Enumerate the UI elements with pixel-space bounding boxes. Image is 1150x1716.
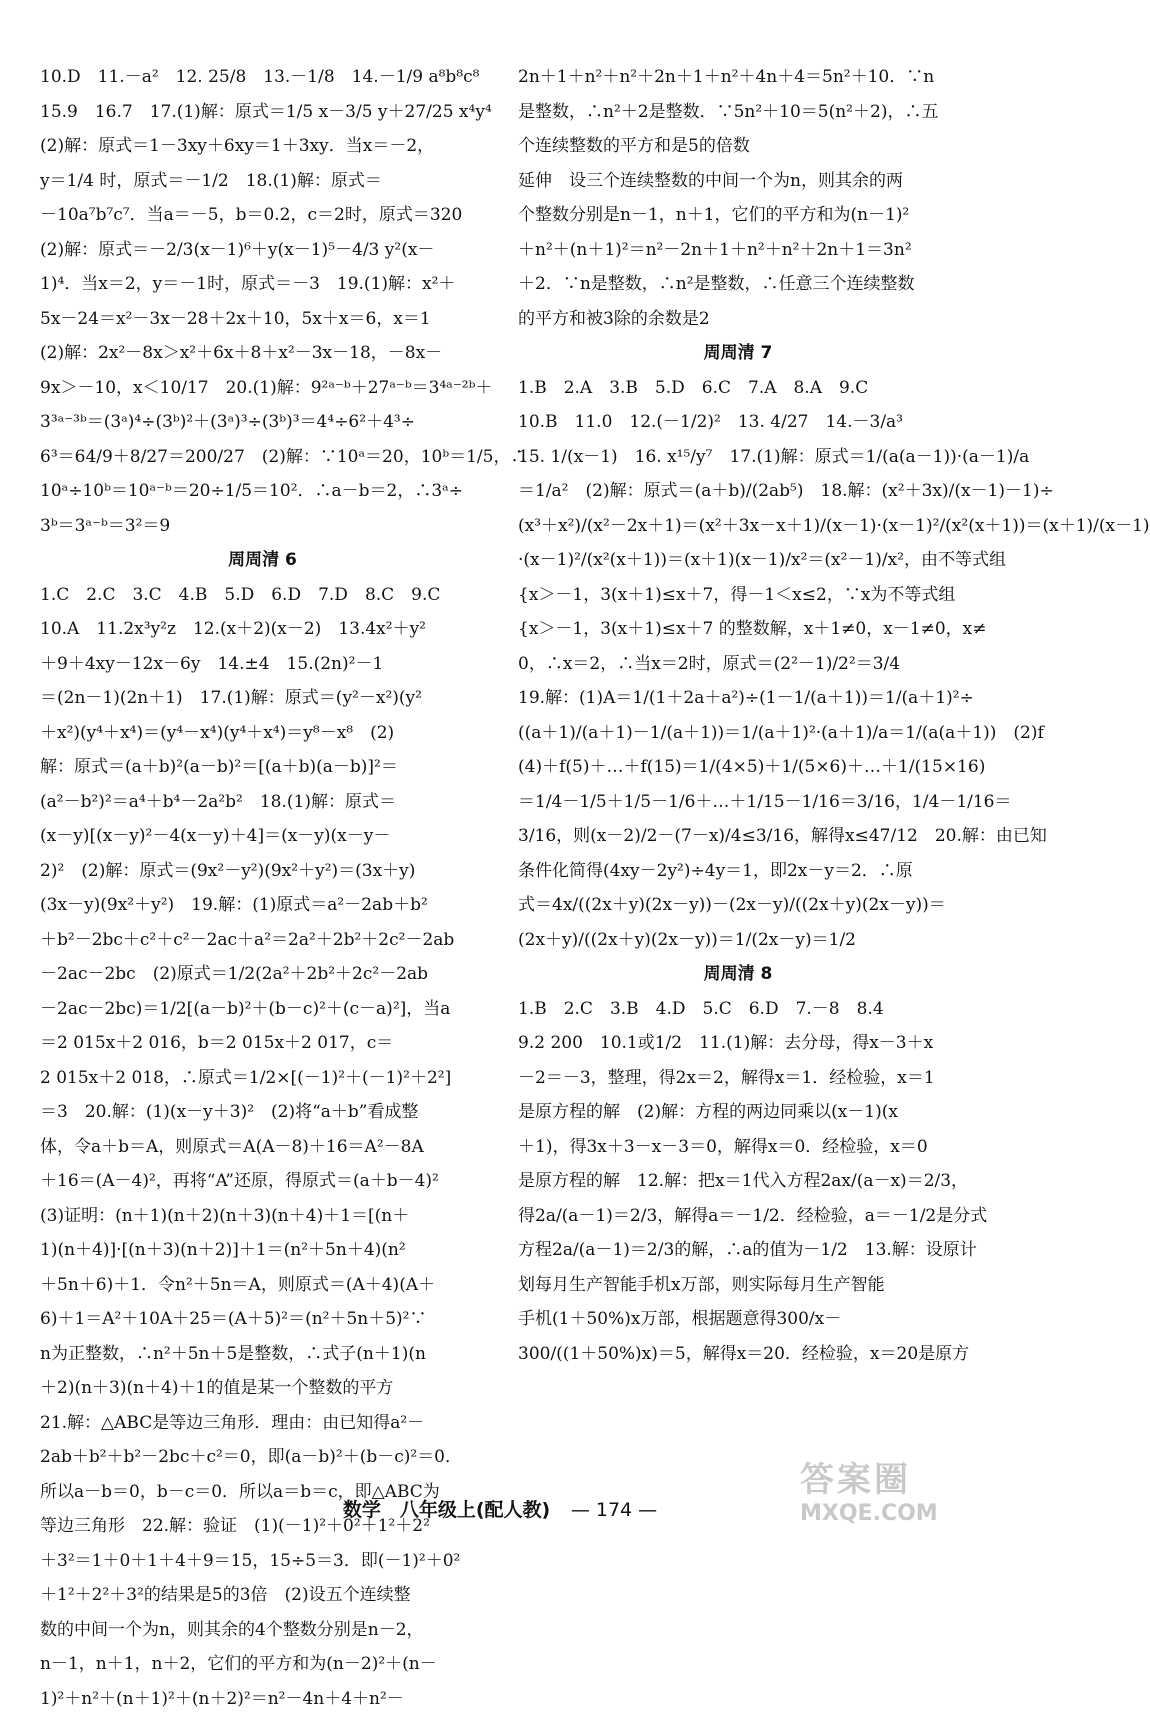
- text-line: 个整数分别是n－1，n＋1，它们的平方和为(n－1)²: [518, 198, 958, 233]
- text-line: 体，令a＋b＝A，则原式＝A(A－8)＋16＝A²－8A: [40, 1130, 485, 1165]
- text-line: y＝1/4 时，原式＝－1/2 18.(1)解：原式＝: [40, 164, 485, 199]
- text-line: 的平方和被3除的余数是2: [518, 302, 958, 337]
- text-line: 9.2 200 10.1或1/2 11.(1)解：去分母，得x－3＋x: [518, 1026, 958, 1061]
- text-line: (x³＋x²)/(x²－2x＋1)＝(x²＋3x－x＋1)/(x－1)·(x－1)²/(x²(x＋1))＝(x＋1)/(x－1): [518, 509, 958, 544]
- text-line: 6)＋1＝A²＋10A＋25＝(A＋5)²＝(n²＋5n＋5)²∵: [40, 1302, 485, 1337]
- text-line: ＋2)(n＋3)(n＋4)＋1的值是某一个整数的平方: [40, 1371, 485, 1406]
- text-line: 9x＞－10，x＜10/17 20.(1)解：9²ᵃ⁻ᵇ＋27ᵃ⁻ᵇ＝3⁴ᵃ⁻²ᵇ＋: [40, 371, 485, 406]
- text-line: 是整数，∴n²＋2是整数．∵5n²＋10＝5(n²＋2)，∴五: [518, 95, 958, 130]
- text-line: (2x＋y)/((2x＋y)(2x－y))＝1/(2x－y)＝1/2: [518, 923, 958, 958]
- text-line: 式＝4x/((2x＋y)(2x－y))－(2x－y)/((2x＋y)(2x－y))＝: [518, 888, 958, 923]
- section-heading: 周周清 6: [40, 543, 485, 578]
- text-line: 3ᵇ＝3ᵃ⁻ᵇ＝3²＝9: [40, 509, 485, 544]
- text-line: 1)(n＋4)]·[(n＋3)(n＋2)]＋1＝(n²＋5n＋4)(n²: [40, 1233, 485, 1268]
- text-line: ＋16＝(A－4)²，再将“A”还原，得原式＝(a＋b－4)²: [40, 1164, 485, 1199]
- text-line: ＝1/4－1/5＋1/5－1/6＋…＋1/15－1/16＝3/16，1/4－1/16＝: [518, 785, 958, 820]
- text-line: 所以a－b＝0，b－c＝0．所以a＝b＝c，即△ABC为: [40, 1475, 485, 1510]
- text-line: 10.A 11.2x³y²z 12.(x＋2)(x－2) 13.4x²＋y²: [40, 612, 485, 647]
- text-line: 2 015x＋2 018，∴原式＝1/2×[(－1)²＋(－1)²＋2²]: [40, 1061, 485, 1096]
- watermark-bottom-text: MXQE.COM: [800, 1501, 990, 1526]
- text-line: ＋1)，得3x＋3－x－3＝0，解得x＝0．经检验，x＝0: [518, 1130, 958, 1165]
- text-line: 划每月生产智能手机x万部，则实际每月生产智能: [518, 1268, 958, 1303]
- text-line: 5x－24＝x²－3x－28＋2x＋10，5x＋x＝6，x＝1: [40, 302, 485, 337]
- text-line: ＋3²＝1＋0＋1＋4＋9＝15，15÷5＝3．即(－1)²＋0²: [40, 1544, 485, 1579]
- text-line: 1.B 2.A 3.B 5.D 6.C 7.A 8.A 9.C: [518, 371, 958, 406]
- text-line: 300/((1＋50%)x)＝5，解得x＝20．经检验，x＝20是原方: [518, 1337, 958, 1372]
- text-line: 等边三角形 22.解：验证 (1)(－1)²＋0²＋1²＋2²: [40, 1509, 485, 1544]
- text-line: n－1，n＋1，n＋2，它们的平方和为(n－2)²＋(n－: [40, 1647, 485, 1682]
- watermark-top-text: 答案圈: [800, 1452, 990, 1501]
- text-line: 10ᵃ÷10ᵇ＝10ᵃ⁻ᵇ＝20÷1/5＝10²．∴a－b＝2，∴3ᵃ÷: [40, 474, 485, 509]
- text-line: ＋n²＋(n＋1)²＝n²－2n＋1＋n²＋n²＋2n＋1＝3n²: [518, 233, 958, 268]
- text-line: ＝1/a² (2)解：原式＝(a＋b)/(2ab⁵) 18.解：(x²＋3x)/(x－1)－1)÷: [518, 474, 958, 509]
- text-line: －2ac－2bc (2)原式＝1/2(2a²＋2b²＋2c²－2ab: [40, 957, 485, 992]
- watermark-logo: [800, 1452, 990, 1532]
- text-line: 21.解：△ABC是等边三角形．理由：由已知得a²－: [40, 1406, 485, 1441]
- page-number: — 174 —: [571, 1499, 657, 1521]
- text-line: (2)解：原式＝1－3xy＋6xy＝1＋3xy．当x＝－2，: [40, 129, 485, 164]
- text-line: 3/16，则(x－2)/2－(7－x)/4≤3/16，解得x≤47/12 20.解：由已知: [518, 819, 958, 854]
- left-column: [40, 60, 485, 1716]
- text-line: 方程2a/(a－1)＝2/3的解，∴a的值为－1/2 13.解：设原计: [518, 1233, 958, 1268]
- text-line: (3x－y)(9x²＋y²) 19.解：(1)原式＝a²－2ab＋b²: [40, 888, 485, 923]
- text-line: ＝2 015x＋2 016，b＝2 015x＋2 017，c＝: [40, 1026, 485, 1061]
- text-line: 1)⁴．当x＝2，y＝－1时，原式＝－3 19.(1)解：x²＋: [40, 267, 485, 302]
- text-line: 手机(1＋50%)x万部，根据题意得300/x－: [518, 1302, 958, 1337]
- text-line: 数的中间一个为n，则其余的4个整数分别是n－2，: [40, 1613, 485, 1648]
- text-line: 条件化简得(4xy－2y²)÷4y＝1，即2x－y＝2．∴原: [518, 854, 958, 889]
- text-line: (2)解：2x²－8x＞x²＋6x＋8＋x²－3x－18，－8x－: [40, 336, 485, 371]
- section-heading: 周周清 8: [518, 957, 958, 992]
- text-line: 解：原式＝(a＋b)²(a－b)²＝[(a＋b)(a－b)]²＝: [40, 750, 485, 785]
- text-line: (x－y)[(x－y)²－4(x－y)＋4]＝(x－y)(x－y－: [40, 819, 485, 854]
- section-heading: 周周清 7: [518, 336, 958, 371]
- text-line: 15.9 16.7 17.(1)解：原式＝1/5 x－3/5 y＋27/25 x⁴y⁴: [40, 95, 485, 130]
- text-line: 是原方程的解 12.解：把x＝1代入方程2ax/(a－x)＝2/3，: [518, 1164, 958, 1199]
- right-column: [518, 60, 958, 1371]
- text-line: 0，∴x＝2，∴当x＝2时，原式＝(2²－1)/2²＝3/4: [518, 647, 958, 682]
- text-line: {x＞－1，3(x＋1)≤x＋7 的整数解，x＋1≠0，x－1≠0，x≠: [518, 612, 958, 647]
- text-line: (4)＋f(5)＋…＋f(15)＝1/(4×5)＋1/(5×6)＋…＋1/(15×16): [518, 750, 958, 785]
- text-line: (2)解：原式＝－2/3(x－1)⁶＋y(x－1)⁵－4/3 y²(x－: [40, 233, 485, 268]
- text-line: 1)²＋n²＋(n＋1)²＋(n＋2)²＝n²－4n＋4＋n²－: [40, 1682, 485, 1716]
- text-line: 个连续整数的平方和是5的倍数: [518, 129, 958, 164]
- text-line: －10a⁷b⁷c⁷．当a＝－5，b＝0.2，c＝2时，原式＝320: [40, 198, 485, 233]
- text-line: 2)² (2)解：原式＝(9x²－y²)(9x²＋y²)＝(3x＋y): [40, 854, 485, 889]
- text-line: ＋1²＋2²＋3²的结果是5的3倍 (2)设五个连续整: [40, 1578, 485, 1613]
- text-line: 2ab＋b²＋b²－2bc＋c²＝0，即(a－b)²＋(b－c)²＝0．: [40, 1440, 485, 1475]
- text-line: 延伸 设三个连续整数的中间一个为n，则其余的两: [518, 164, 958, 199]
- text-line: ＝3 20.解：(1)(x－y＋3)² (2)将“a＋b”看成整: [40, 1095, 485, 1130]
- text-line: ·(x－1)²/(x²(x＋1))＝(x＋1)(x－1)/x²＝(x²－1)/x²，由不等式组: [518, 543, 958, 578]
- text-line: (3)证明：(n＋1)(n＋2)(n＋3)(n＋4)＋1＝[(n＋: [40, 1199, 485, 1234]
- text-line: ＋b²－2bc＋c²＋c²－2ac＋a²＝2a²＋2b²＋2c²－2ab: [40, 923, 485, 958]
- text-line: 1.C 2.C 3.C 4.B 5.D 6.D 7.D 8.C 9.C: [40, 578, 485, 613]
- text-line: 10.D 11.－a² 12. 25/8 13.－1/8 14.－1/9 a⁸b⁸c⁸: [40, 60, 485, 95]
- text-line: 10.B 11.0 12.(－1/2)² 13. 4/27 14.－3/a³: [518, 405, 958, 440]
- text-line: ＋5n＋6)＋1．令n²＋5n＝A，则原式＝(A＋4)(A＋: [40, 1268, 485, 1303]
- text-line: ((a＋1)/(a＋1)－1/(a＋1))＝1/(a＋1)²·(a＋1)/a＝1/(a(a＋1)) (2)f: [518, 716, 958, 751]
- text-line: (a²－b²)²＝a⁴＋b⁴－2a²b² 18.(1)解：原式＝: [40, 785, 485, 820]
- text-line: －2ac－2bc)＝1/2[(a－b)²＋(b－c)²＋(c－a)²]，当a: [40, 992, 485, 1027]
- text-line: n为正整数，∴n²＋5n＋5是整数，∴式子(n＋1)(n: [40, 1337, 485, 1372]
- text-line: 得2a/(a－1)＝2/3，解得a＝－1/2．经检验，a＝－1/2是分式: [518, 1199, 958, 1234]
- text-line: {x＞－1，3(x＋1)≤x＋7，得－1＜x≤2，∵x为不等式组: [518, 578, 958, 613]
- text-line: ＋9＋4xy－12x－6y 14.±4 15.(2n)²－1: [40, 647, 485, 682]
- text-line: ＋2．∵n是整数，∴n²是整数，∴任意三个连续整数: [518, 267, 958, 302]
- text-line: ＋x²)(y⁴＋x⁴)＝(y⁴－x⁴)(y⁴＋x⁴)＝y⁸－x⁸ (2): [40, 716, 485, 751]
- text-line: 6³＝64/9＋8/27＝200/27 (2)解：∵10ᵃ＝20，10ᵇ＝1/5，∴: [40, 440, 485, 475]
- text-line: 是原方程的解 (2)解：方程的两边同乘以(x－1)(x: [518, 1095, 958, 1130]
- footer-label: 数学 八年级上(配人教): [343, 1499, 550, 1521]
- text-line: －2＝－3，整理，得2x＝2，解得x＝1．经检验，x＝1: [518, 1061, 958, 1096]
- text-line: 1.B 2.C 3.B 4.D 5.C 6.D 7.－8 8.4: [518, 992, 958, 1027]
- text-line: 3³ᵃ⁻³ᵇ＝(3ᵃ)⁴÷(3ᵇ)²＋(3ᵃ)³÷(3ᵇ)³＝4⁴÷6²＋4³÷: [40, 405, 485, 440]
- text-line: 15. 1/(x－1) 16. x¹⁵/y⁷ 17.(1)解：原式＝1/(a(a－1))·(a－1)/a: [518, 440, 958, 475]
- text-line: 19.解：(1)A＝1/(1＋2a＋a²)÷(1－1/(a＋1))＝1/(a＋1)²÷: [518, 681, 958, 716]
- text-line: 2n＋1＋n²＋n²＋2n＋1＋n²＋4n＋4＝5n²＋10．∵n: [518, 60, 958, 95]
- text-line: ＝(2n－1)(2n＋1) 17.(1)解：原式＝(y²－x²)(y²: [40, 681, 485, 716]
